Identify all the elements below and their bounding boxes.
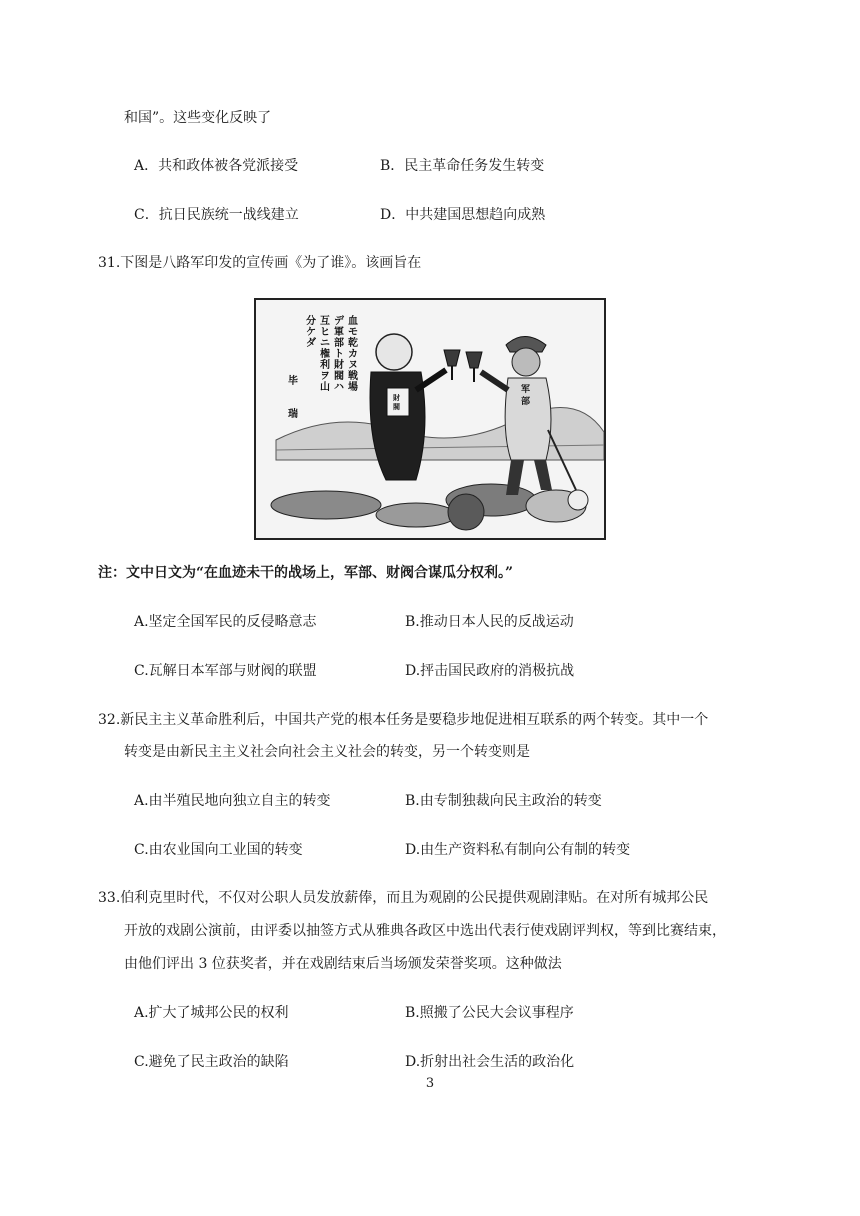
page-number: 3: [425, 1076, 435, 1091]
q33-option-c: C.避免了民主政治的缺陷: [134, 1054, 289, 1070]
q32-option-a: A.由半殖民地向独立自主的转变: [134, 793, 331, 809]
q33-stem-line-3: 由他们评出 3 位获奖者，并在戏剧结束后当场颁发荣誉奖项。这种做法: [124, 956, 562, 972]
q31-option-b: B.推动日本人民的反战运动: [405, 614, 574, 630]
q33-option-a: A.扩大了城邦公民的权利: [134, 1005, 289, 1021]
q33-stem-line-1: 33.伯利克里时代，不仅对公职人员发放薪俸，而且为观剧的公民提供观剧津贴。在对所有城邦公民: [98, 890, 709, 906]
propaganda-illustration: [254, 298, 606, 540]
q33-option-b: B.照搬了公民大会议事程序: [405, 1005, 574, 1021]
q31-option-d: D.抨击国民政府的消极抗战: [405, 663, 575, 679]
army-label: 军部: [521, 385, 531, 407]
q31-option-a: A.坚定全国军民的反侵略意志: [134, 614, 317, 630]
propaganda-drawing: [256, 300, 604, 538]
q31-option-c: C.瓦解日本军部与财阀的联盟: [134, 663, 317, 679]
q30-option-c: C．抗日民族统一战线建立: [134, 207, 299, 223]
q33-option-d: D.折射出社会生活的政治化: [405, 1054, 575, 1070]
q32-option-c: C.由农业国向工业国的转变: [134, 842, 303, 858]
vertical-text-column-2: デ軍部ト財閥ハ: [334, 316, 344, 393]
vertical-text-column-1: 血モ乾カヌ戦場: [348, 316, 358, 393]
zaibatsu-label: 財閥: [393, 394, 400, 411]
vertical-text-column-3: 互ヒニ権利ヲ山: [320, 316, 330, 393]
q30-option-b: B．民主革命任务发生转变: [380, 158, 545, 174]
q32-stem-line-2: 转变是由新民主主义社会向社会主义社会的转变，另一个转变则是: [124, 744, 530, 760]
q31-stem: 31.下图是八路军印发的宣传画《为了谁》。该画旨在: [98, 255, 422, 271]
q32-stem-line-1: 32.新民主主义革命胜利后，中国共产党的根本任务是要稳步地促进相互联系的两个转变。其中一个: [98, 712, 709, 728]
q30-stem-tail: 和国”。这些变化反映了: [124, 110, 272, 126]
q33-stem-line-2: 开放的戏剧公演前，由评委以抽签方式从雅典各政区中选出代表行使戏剧评判权，等到比赛结束，: [124, 923, 726, 939]
q32-option-b: B.由专制独裁向民主政治的转变: [405, 793, 602, 809]
q32-option-d: D.由生产资料私有制向公有制的转变: [405, 842, 631, 858]
vertical-text-column-4: 分ケダ: [306, 316, 316, 349]
artist-signature: 毕 瑞: [288, 376, 298, 420]
q30-option-a: A．共和政体被各党派接受: [134, 158, 299, 174]
q30-option-d: D．中共建国思想趋向成熟: [380, 207, 546, 223]
q31-note: 注：文中日文为“在血迹未干的战场上，军部、财阀合谋瓜分权利。”: [98, 565, 514, 581]
